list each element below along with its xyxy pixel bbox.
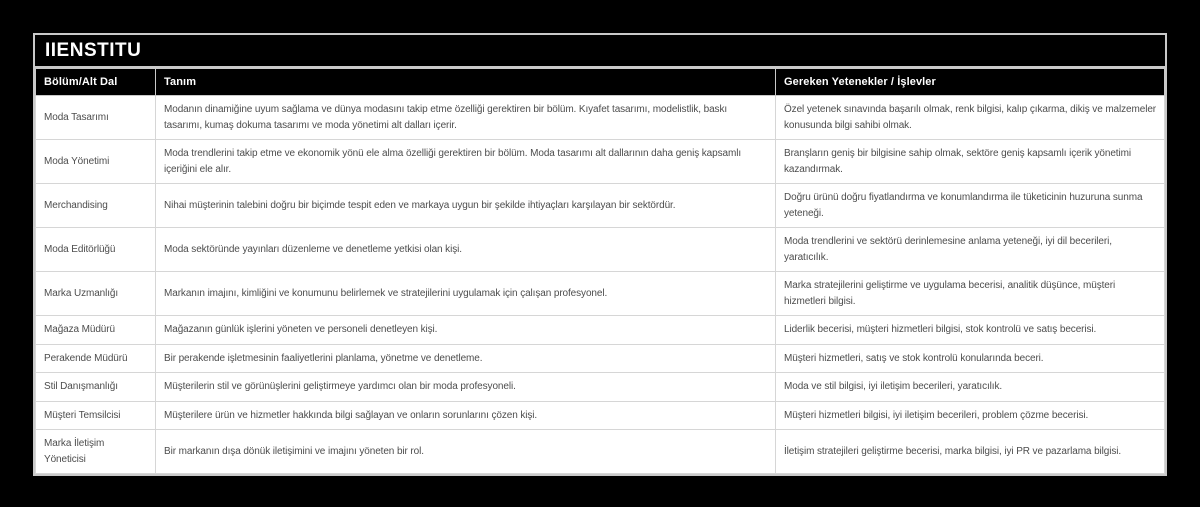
cell-tanim: Müşterilere ürün ve hizmetler hakkında bilgi sağlayan ve onların sorunlarını çözen kişi.: [156, 401, 776, 430]
cell-bolum: Moda Yönetimi: [36, 140, 156, 184]
cell-yetenekler: Branşların geniş bir bilgisine sahip olmak, sektöre geniş kapsamlı içerik yönetimi kazandırmak.: [776, 140, 1165, 184]
cell-bolum: Müşteri Temsilcisi: [36, 401, 156, 430]
cell-tanim: Bir markanın dışa dönük iletişimini ve imajını yöneten bir rol.: [156, 430, 776, 474]
cell-yetenekler: Liderlik becerisi, müşteri hizmetleri bilgisi, stok kontrolü ve satış becerisi.: [776, 316, 1165, 345]
cell-bolum: Marka İletişim Yöneticisi: [36, 430, 156, 474]
column-header-tanim: Tanım: [156, 69, 776, 96]
table-row: [36, 344, 1165, 373]
cell-tanim: Mağazanın günlük işlerini yöneten ve personeli denetleyen kişi.: [156, 316, 776, 345]
content-frame: [33, 33, 1167, 476]
table-row: [36, 401, 1165, 430]
cell-yetenekler: İletişim stratejileri geliştirme becerisi, marka bilgisi, iyi PR ve pazarlama bilgisi.: [776, 430, 1165, 474]
cell-bolum: Moda Tasarımı: [36, 96, 156, 140]
table-row: [36, 316, 1165, 345]
cell-bolum: Moda Editörlüğü: [36, 228, 156, 272]
table-row: [36, 272, 1165, 316]
cell-yetenekler: Marka stratejilerini geliştirme ve uygulama becerisi, analitik düşünce, müşteri hizmetleri bilgisi.: [776, 272, 1165, 316]
table-row: [36, 228, 1165, 272]
brand-logo-text: IIENSTITU: [45, 39, 142, 61]
cell-tanim: Moda trendlerini takip etme ve ekonomik yönü ele alma özelliği gerektiren bir bölüm. Moda tasarımı alt dallarının daha geniş kapsamlı içeriğini ele alır.: [156, 140, 776, 184]
cell-yetenekler: Moda trendlerini ve sektörü derinlemesine anlama yeteneği, iyi dil becerileri, yaratıcılık.: [776, 228, 1165, 272]
cell-bolum: Stil Danışmanlığı: [36, 373, 156, 402]
table-row: [36, 430, 1165, 474]
cell-tanim: Bir perakende işletmesinin faaliyetlerini planlama, yönetme ve denetleme.: [156, 344, 776, 373]
cell-tanim: Modanın dinamiğine uyum sağlama ve dünya modasını takip etme özelliği gerektiren bir bölüm. Kıyafet tasarımı, modelistlik, baskı tasarımı, kumaş dokuma tasarımı ve moda yönetimi alt dalları içerir.: [156, 96, 776, 140]
cell-yetenekler: Müşteri hizmetleri, satış ve stok kontrolü konularında beceri.: [776, 344, 1165, 373]
table-row: [36, 140, 1165, 184]
cell-yetenekler: Özel yetenek sınavında başarılı olmak, renk bilgisi, kalıp çıkarma, dikiş ve malzemeler konusunda bilgi sahibi olmak.: [776, 96, 1165, 140]
cell-bolum: Perakende Müdürü: [36, 344, 156, 373]
column-header-bolum: Bölüm/Alt Dal: [36, 69, 156, 96]
cell-yetenekler: Moda ve stil bilgisi, iyi iletişim becerileri, yaratıcılık.: [776, 373, 1165, 402]
table-row: [36, 184, 1165, 228]
cell-tanim: Müşterilerin stil ve görünüşlerini geliştirmeye yardımcı olan bir moda profesyoneli.: [156, 373, 776, 402]
table-row: [36, 96, 1165, 140]
cell-yetenekler: Müşteri hizmetleri bilgisi, iyi iletişim becerileri, problem çözme becerisi.: [776, 401, 1165, 430]
cell-bolum: Mağaza Müdürü: [36, 316, 156, 345]
cell-yetenekler: Doğru ürünü doğru fiyatlandırma ve konumlandırma ile tüketicinin huzuruna sunma yeteneği.: [776, 184, 1165, 228]
cell-bolum: Merchandising: [36, 184, 156, 228]
table-header-row: [36, 69, 1165, 96]
departments-table: [35, 68, 1165, 474]
cell-bolum: Marka Uzmanlığı: [36, 272, 156, 316]
cell-tanim: Nihai müşterinin talebini doğru bir biçimde tespit eden ve markaya uygun bir şekilde ihtiyaçları karşılayan bir sektördür.: [156, 184, 776, 228]
site-header: [35, 35, 1165, 68]
cell-tanim: Markanın imajını, kimliğini ve konumunu belirlemek ve stratejilerini uygulamak için çalışan profesyonel.: [156, 272, 776, 316]
column-header-yetenekler: Gereken Yetenekler / İşlevler: [776, 69, 1165, 96]
cell-tanim: Moda sektöründe yayınları düzenleme ve denetleme yetkisi olan kişi.: [156, 228, 776, 272]
table-row: [36, 373, 1165, 402]
